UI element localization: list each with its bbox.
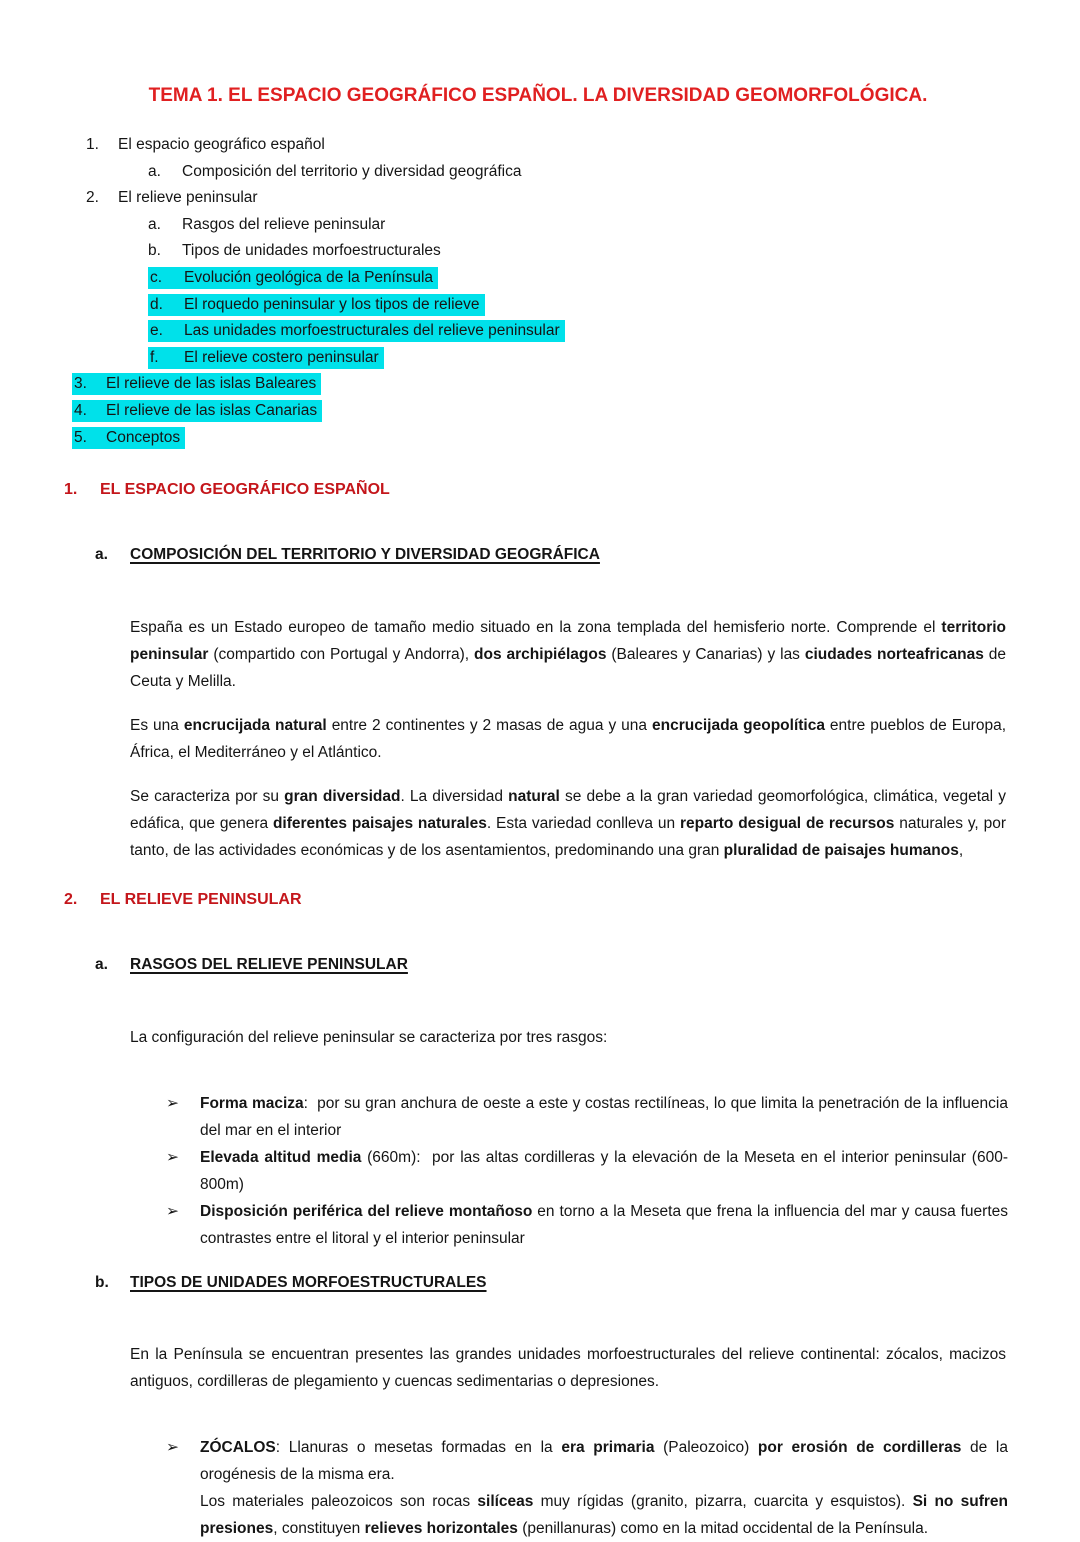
subsection-heading-2b <box>95 1272 1080 1294</box>
highlight-span <box>148 320 565 342</box>
arrow-bullet-icon: ➢ <box>166 1439 179 1457</box>
subsection-heading-text: TIPOS DE UNIDADES MORFOESTRUCTURALES <box>130 1273 487 1291</box>
outline-item-text: Evolución geológica de la Península <box>184 268 434 286</box>
subsection-heading-marker: b. <box>95 1273 109 1291</box>
subsection-heading-text: RASGOS DEL RELIEVE PENINSULAR <box>130 956 408 974</box>
outline-item-highlighted <box>0 371 1080 398</box>
outline-item-marker: 4. <box>74 401 87 419</box>
outline-item-marker: a. <box>148 215 161 233</box>
outline-item-marker: 5. <box>74 428 87 446</box>
bullet-paragraph: Los materiales paleozoicos son rocas silíceas muy rígidas (granito, pizarra, cuarcita y esquistos). Si no sufren presiones, constituyen relieves horizontales (penillanuras) como en la mitad occidental de la Península. <box>200 1493 1008 1538</box>
highlight-span <box>72 400 322 422</box>
outline-item <box>0 159 1080 186</box>
paragraph: Se caracteriza por su gran diversidad. La diversidad natural se debe a la gran variedad geomorfológica, climática, vegetal y edáfica, que genera diferentes paisajes naturales. Esta variedad conlleva un reparto desigual de recursos naturales y, por tanto, de las actividades económicas y de los asentamientos, predominando una gran pluralidad de paisajes humanos, <box>130 787 1006 859</box>
outline-item-marker: a. <box>148 162 161 180</box>
outline-item-marker: 2. <box>86 189 99 207</box>
section-heading-text: EL RELIEVE PENINSULAR <box>100 890 302 908</box>
bullet-item <box>166 1198 1008 1252</box>
outline-item-highlighted <box>0 292 1080 319</box>
outline-item-text: Rasgos del relieve peninsular <box>182 215 386 233</box>
outline-item-marker: 3. <box>74 375 87 393</box>
highlight-span <box>148 294 485 316</box>
bullet-paragraph: ZÓCALOS: Llanuras o mesetas formadas en la era primaria (Paleozoico) por erosión de cordilleras de la orogénesis de la misma era. <box>200 1439 1008 1484</box>
subsection-heading-2a <box>95 954 1080 976</box>
subsection-heading-text: COMPOSICIÓN DEL TERRITORIO Y DIVERSIDAD GEOGRÁFICA <box>130 546 600 564</box>
highlight-span <box>148 267 438 289</box>
bullet-item <box>166 1090 1008 1144</box>
paragraph: En la Península se encuentran presentes las grandes unidades morfoestructurales del relieve continental: zócalos, macizos antiguos, cordilleras de plegamiento y cuencas sedimentarias o depresiones. <box>130 1346 1006 1391</box>
bullet-text: Elevada altitud media (660m): por las altas cordilleras y la elevación de la Meseta en el interior peninsular (600-800m) <box>200 1148 1008 1193</box>
outline-item-text: Las unidades morfoestructurales del relieve peninsular <box>184 322 560 340</box>
outline-item-highlighted <box>0 425 1080 452</box>
outline-item-text: Conceptos <box>106 428 181 446</box>
outline-item-text: El relieve costero peninsular <box>184 348 379 366</box>
arrow-bullet-icon: ➢ <box>166 1094 179 1112</box>
outline-item <box>0 132 1080 159</box>
highlight-span <box>72 427 185 449</box>
outline-item-marker: e. <box>150 322 163 340</box>
bullet-list <box>0 1090 1080 1252</box>
arrow-bullet-icon: ➢ <box>166 1202 179 1220</box>
subsection-heading-1a <box>95 544 1080 566</box>
outline-item-marker: c. <box>150 268 163 286</box>
outline-item-text: El espacio geográfico español <box>118 136 325 153</box>
outline-item-marker: d. <box>150 295 163 313</box>
outline-item-highlighted <box>0 398 1080 425</box>
outline-item-marker: b. <box>148 242 161 260</box>
outline-item-highlighted <box>0 345 1080 372</box>
paragraph: Es una encrucijada natural entre 2 continentes y 2 masas de agua y una encrucijada geopolítica entre pueblos de Europa, África, el Mediterráneo y el Atlántico. <box>130 716 1006 761</box>
paragraph: La configuración del relieve peninsular se caracteriza por tres rasgos: <box>130 1028 608 1046</box>
arrow-bullet-icon: ➢ <box>166 1148 179 1166</box>
outline-item <box>0 238 1080 265</box>
outline-item-text: El relieve peninsular <box>118 189 258 207</box>
highlight-span <box>72 373 321 395</box>
bullet-text: Disposición periférica del relieve montañoso en torno a la Meseta que frena la influencia del mar y causa fuertes contrastes entre el litoral y el interior peninsular <box>200 1202 1008 1247</box>
outline-list <box>0 132 1080 451</box>
outline-item-text: Tipos de unidades morfoestructurales <box>182 242 441 260</box>
section-heading-2 <box>64 889 1080 911</box>
section-heading-marker: 2. <box>64 890 78 908</box>
outline-item-text: El roquedo peninsular y los tipos de relieve <box>184 295 480 313</box>
bullet-item <box>166 1434 1008 1542</box>
bullet-item <box>166 1144 1008 1198</box>
outline-item-marker: 1. <box>86 136 99 153</box>
bullet-list <box>0 1434 1080 1542</box>
outline-item-marker: f. <box>150 348 159 366</box>
bullet-text: Forma maciza: por su gran anchura de oeste a este y costas rectilíneas, lo que limita la penetración de la influencia del mar en el interior <box>200 1094 1008 1139</box>
outline-item-text: Composición del territorio y diversidad geográfica <box>182 162 522 180</box>
outline-item-text: El relieve de las islas Canarias <box>106 401 318 419</box>
outline-item <box>0 185 1080 212</box>
subsection-heading-marker: a. <box>95 956 108 974</box>
bullet-text <box>200 1434 1008 1542</box>
paragraph: España es un Estado europeo de tamaño medio situado en la zona templada del hemisferio norte. Comprende el territorio peninsular (compartido con Portugal y Andorra), dos archipiélagos (Baleares y Canarias) y las ciudades norteafricanas de Ceuta y Melilla. <box>130 618 1006 690</box>
section-heading-marker: 1. <box>64 481 78 499</box>
page-title: TEMA 1. EL ESPACIO GEOGRÁFICO ESPAÑOL. LA DIVERSIDAD GEOMORFOLÓGICA. <box>148 85 928 106</box>
outline-item <box>0 212 1080 239</box>
outline-item-highlighted <box>0 318 1080 345</box>
section-heading-text: EL ESPACIO GEOGRÁFICO ESPAÑOL <box>100 481 390 499</box>
subsection-heading-marker: a. <box>95 546 108 564</box>
highlight-span <box>148 347 384 369</box>
outline-item-highlighted <box>0 265 1080 292</box>
outline-item-text: El relieve de las islas Baleares <box>106 375 317 393</box>
section-heading-1 <box>64 479 1080 501</box>
